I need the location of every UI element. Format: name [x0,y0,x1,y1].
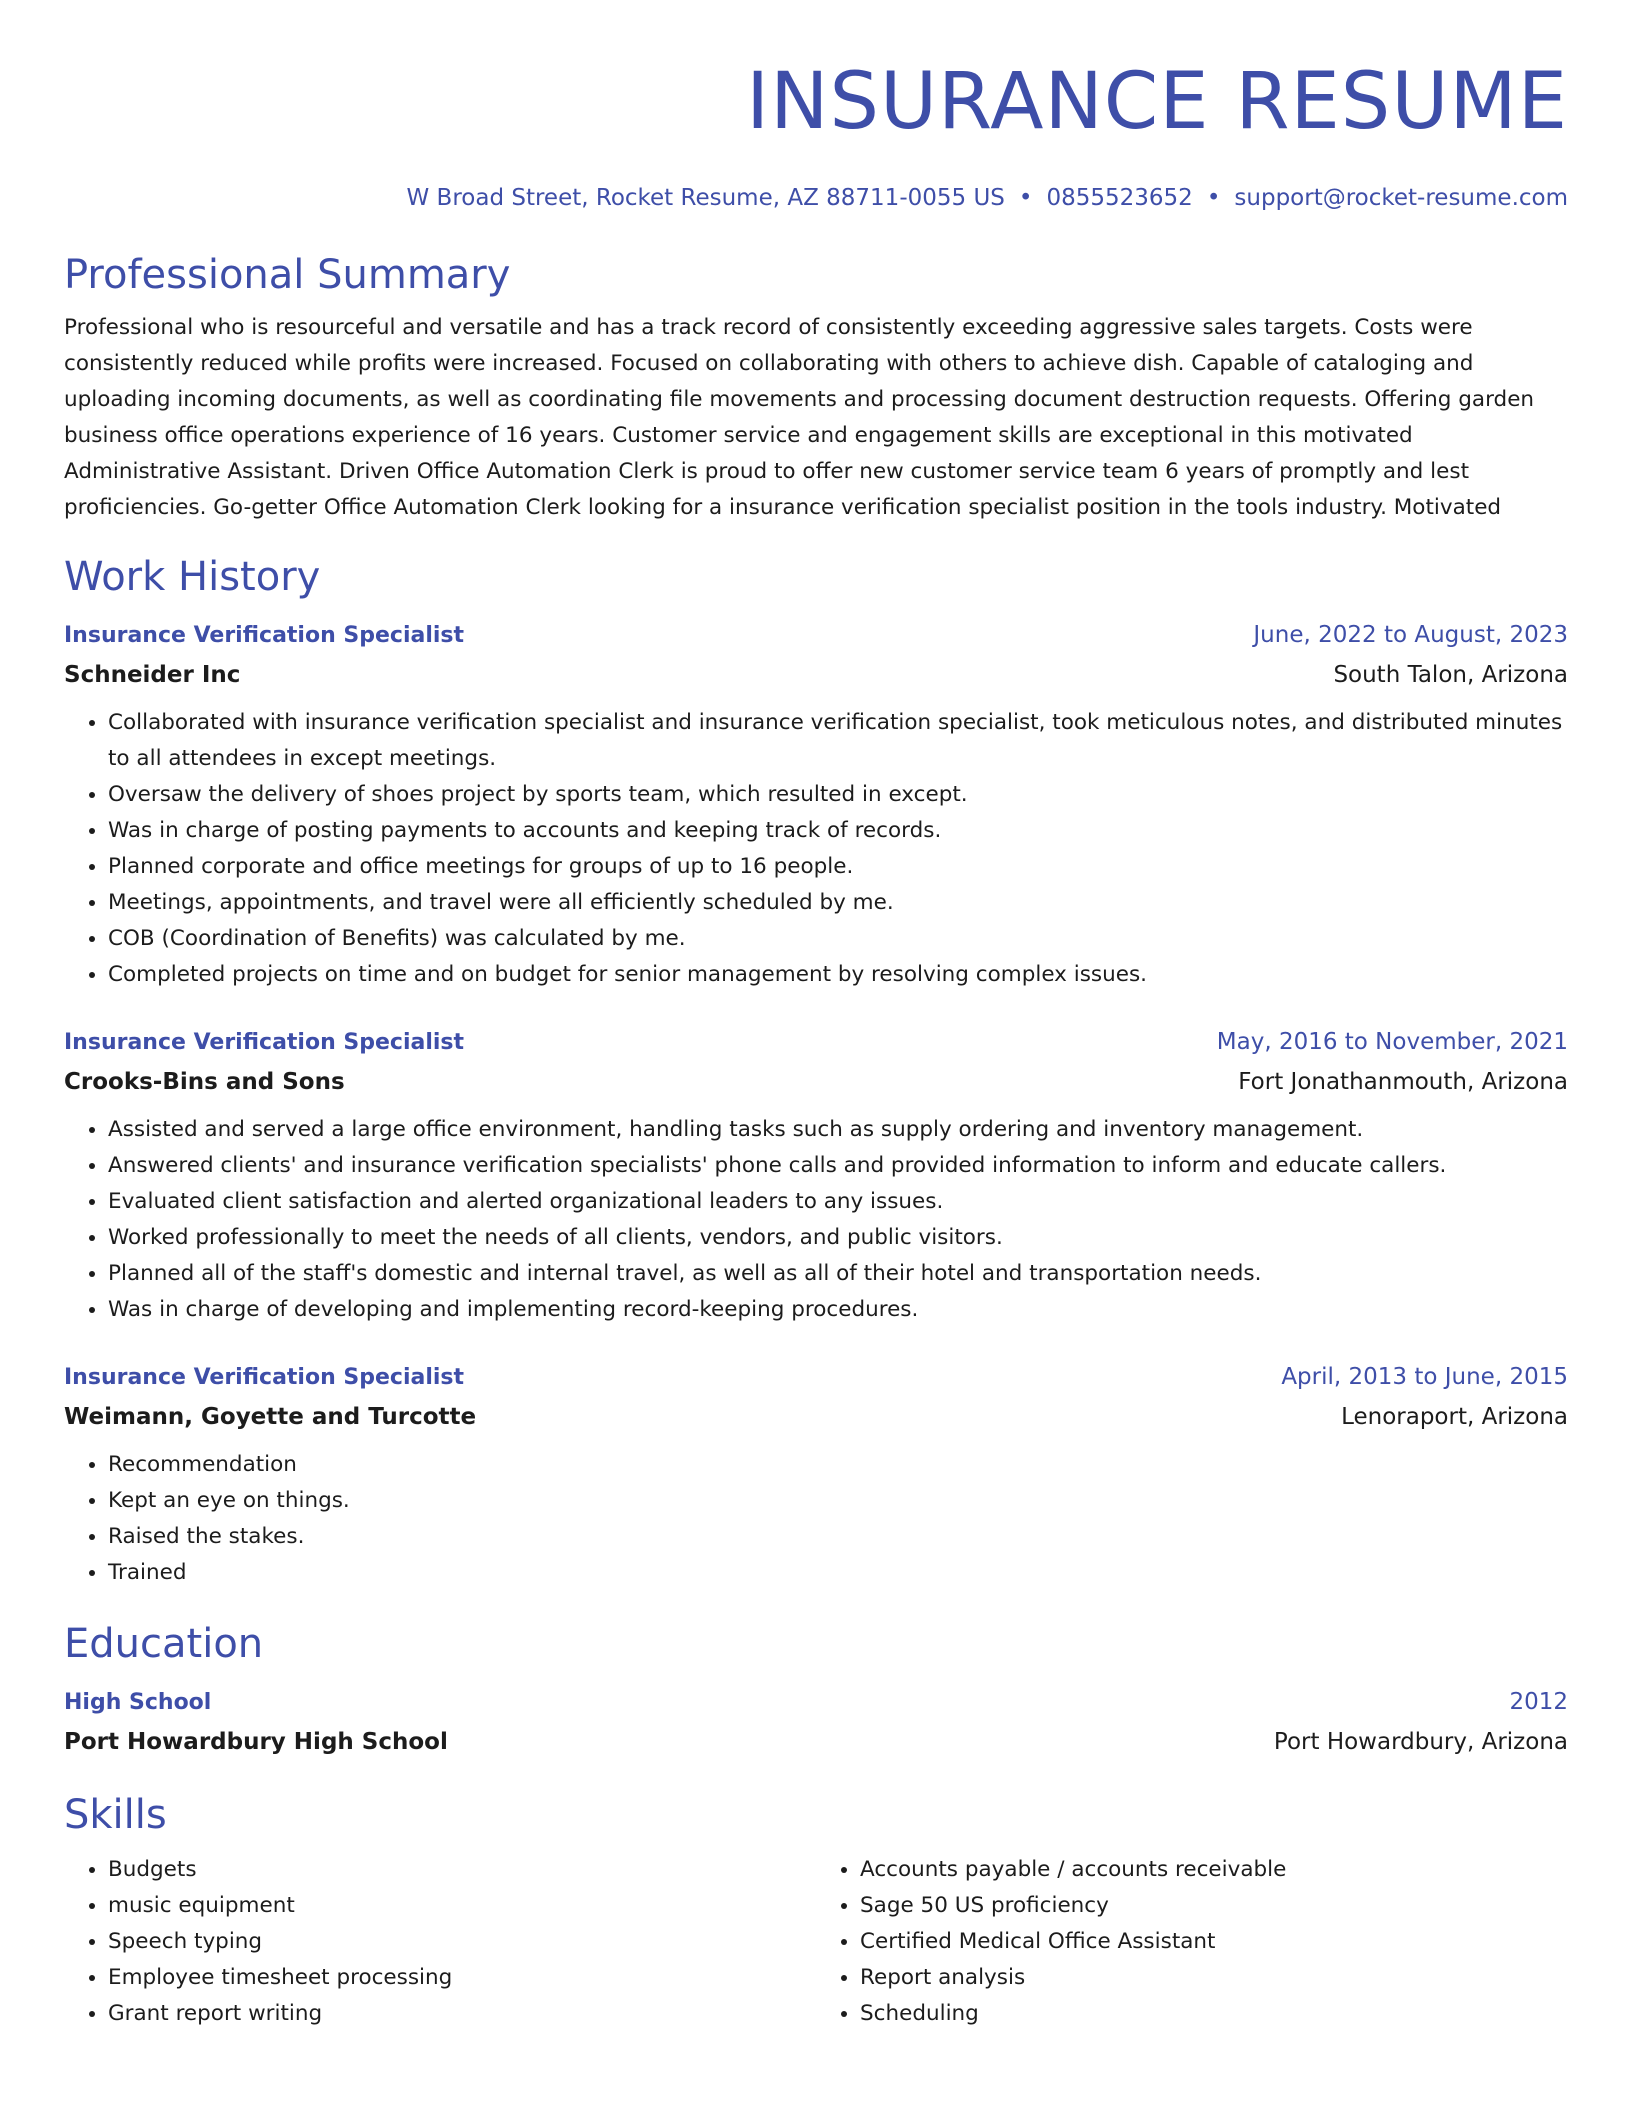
job-bullet: • Worked professionally to meet the needs of all clients, vendors, and public visitors. [108,1220,1568,1256]
job-bullet: • Evaluated client satisfaction and alerted organizational leaders to any issues. [108,1184,1568,1220]
job-bullets [64,705,1568,993]
skill-item: • Certified Medical Office Assistant [860,1924,1568,1960]
skills-list [64,1852,816,2032]
job-bullet: • COB (Coordination of Benefits) was calculated by me. [108,921,1568,957]
job-entry [64,1358,1568,1591]
contact-separator: • [1018,185,1033,211]
work-history-heading: Work History [64,554,321,600]
job-location: Lenoraport, Arizona [1341,1404,1568,1430]
job-bullet: • Completed projects on time and on budget for senior management by resolving complex issues. [108,957,1568,993]
education-year: 2012 [1509,1689,1568,1715]
job-header-row [64,1358,1568,1397]
job-bullet: • Was in charge of posting payments to accounts and keeping track of records. [108,813,1568,849]
summary-heading: Professional Summary [64,252,511,298]
education-degree: High School [64,1690,212,1715]
education-school-row [64,1722,1568,1762]
job-bullet: • Planned all of the staff's domestic and internal travel, as well as all of their hotel and transportation needs. [108,1256,1568,1292]
job-bullet: • Oversaw the delivery of shoes project by sports team, which resulted in except. [108,777,1568,813]
contact-email[interactable]: support@rocket-resume.com [1234,185,1568,211]
skill-item: • Scheduling [860,1996,1568,2032]
education-entry [64,1683,1568,1762]
job-company: Weimann, Goyette and Turcotte [64,1404,477,1430]
skill-item: • Employee timesheet processing [108,1960,816,1996]
education-header-row [64,1683,1568,1722]
skill-item: • Report analysis [860,1960,1568,1996]
job-bullet: • Collaborated with insurance verification specialist and insurance verification specialist, took meticulous notes, and distributed minutes to all attendees in except meetings. [108,705,1568,777]
job-bullet: • Planned corporate and office meetings for groups of up to 16 people. [108,849,1568,885]
job-bullet: • Kept an eye on things. [108,1483,1568,1519]
skill-item: • Grant report writing [108,1996,816,2032]
education-school: Port Howardbury High School [64,1729,448,1755]
job-bullet: • Meetings, appointments, and travel were all efficiently scheduled by me. [108,885,1568,921]
job-bullet: • Was in charge of developing and implementing record-keeping procedures. [108,1292,1568,1328]
job-title: Insurance Verification Specialist [64,623,465,648]
summary-text: Professional who is resourceful and versatile and has a track record of consistently exceeding aggressive sales targets. Costs were consistently reduced while profits were increased. Focused on collaborating with others to achieve dish. Capable of cataloging and uploading incoming documents, as well as coordinating file movements and processing document destruction requests. Offering garden business office operations experience of 16 years. Customer service and engagement skills are exceptional in this motivated Administrative Assistant. Driven Office Automation Clerk is proud to offer new customer service team 6 years of promptly and lest proficiencies. Go-getter Office Automation Clerk looking for a insurance verification specialist position in the tools industry. Motivated [64,315,1535,520]
job-bullet: • Recommendation [108,1447,1568,1483]
skill-item: • Speech typing [108,1924,816,1960]
skills-heading: Skills [64,1792,167,1838]
job-header-row [64,1023,1568,1062]
job-company-row [64,1397,1568,1437]
job-location: South Talon, Arizona [1333,662,1568,688]
skills-list [816,1852,1568,2032]
contact-address: W Broad Street, Rocket Resume, AZ 88711-0055 US [406,185,1005,211]
contact-phone: 0855523652 [1046,185,1193,211]
skills-column-right [816,1852,1568,2032]
job-company-row [64,655,1568,695]
skill-item: • music equipment [108,1888,816,1924]
job-entry [64,1023,1568,1328]
job-header-row [64,616,1568,655]
skill-item: • Sage 50 US proficiency [860,1888,1568,1924]
job-bullet: • Raised the stakes. [108,1519,1568,1555]
job-company: Schneider Inc [64,662,241,688]
resume-title: INSURANCE RESUME [746,57,1568,147]
job-bullet: • Assisted and served a large office environment, handling tasks such as supply ordering and inventory management. [108,1112,1568,1148]
job-bullet: • Answered clients' and insurance verification specialists' phone calls and provided information to inform and educate callers. [108,1148,1568,1184]
contact-separator: • [1206,185,1221,211]
job-title: Insurance Verification Specialist [64,1030,465,1055]
skill-item: • Accounts payable / accounts receivable [860,1852,1568,1888]
job-dates: April, 2013 to June, 2015 [1281,1364,1568,1390]
job-dates: June, 2022 to August, 2023 [1253,622,1568,648]
job-company: Crooks-Bins and Sons [64,1069,345,1095]
skills-grid [64,1852,1568,2032]
skills-column-left [64,1852,816,2032]
job-company-row [64,1062,1568,1102]
job-title: Insurance Verification Specialist [64,1365,465,1390]
job-bullets [64,1447,1568,1591]
job-location: Fort Jonathanmouth, Arizona [1238,1069,1568,1095]
job-entry [64,616,1568,993]
education-location: Port Howardbury, Arizona [1273,1729,1568,1755]
job-bullets [64,1112,1568,1328]
skill-item: • Budgets [108,1852,816,1888]
contact-line [64,182,1568,214]
job-bullet: • Trained [108,1555,1568,1591]
education-heading: Education [64,1621,264,1667]
job-dates: May, 2016 to November, 2021 [1216,1029,1568,1055]
